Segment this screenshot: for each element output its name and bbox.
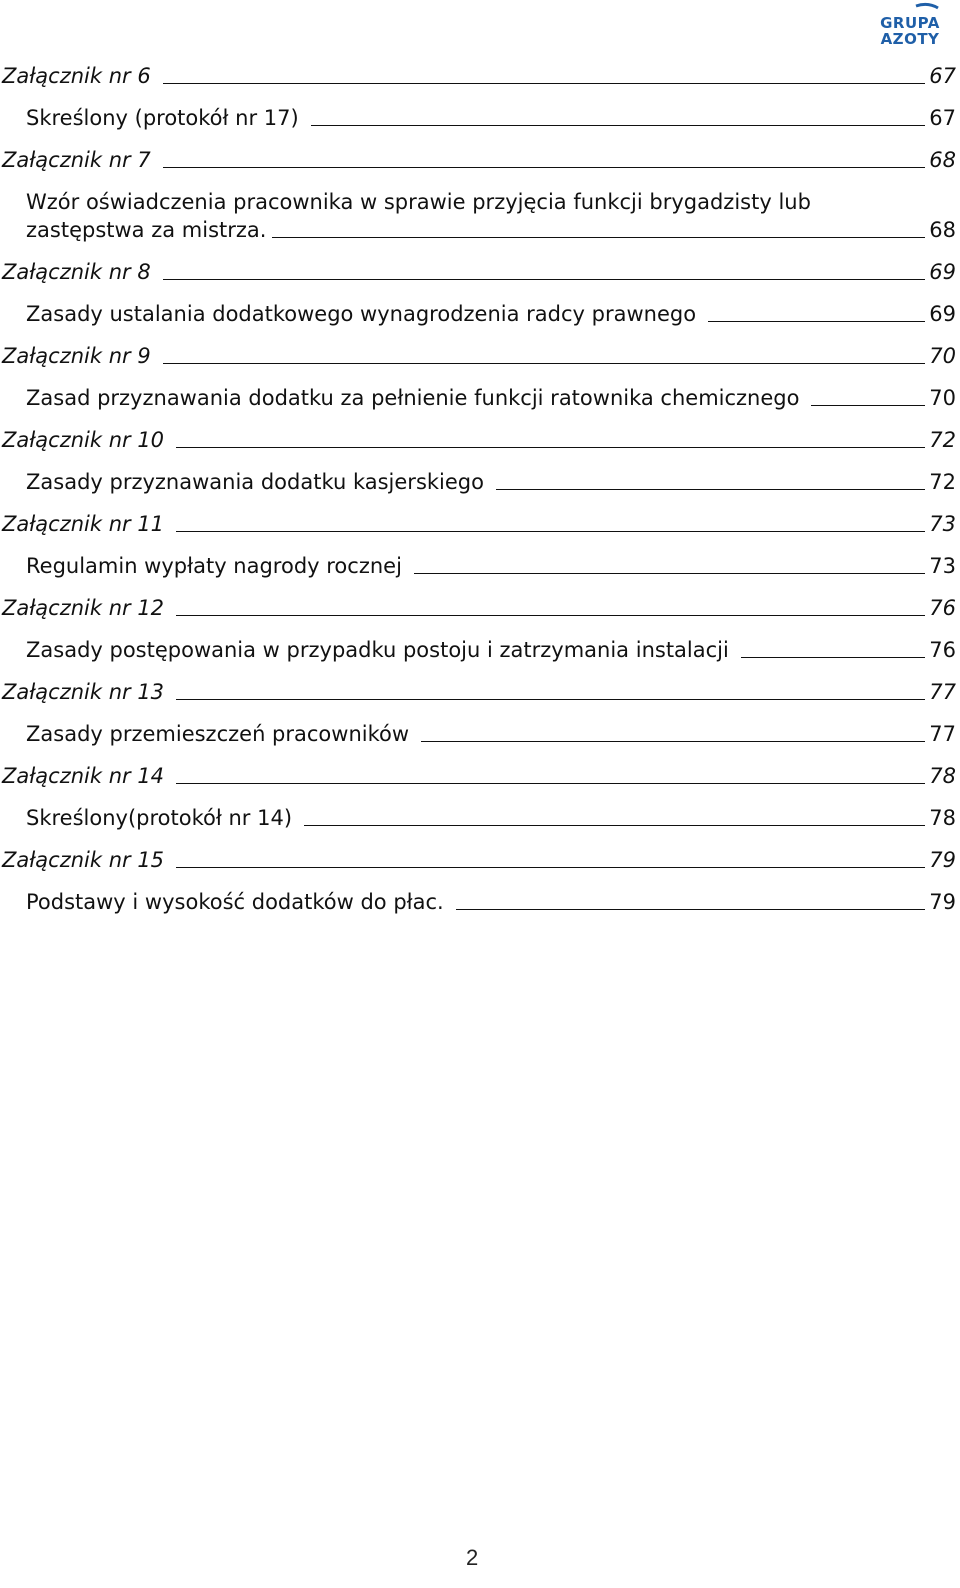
toc-entry-page: 77 [929,680,956,704]
toc-entry-radca-prawny[interactable] [0,300,956,328]
toc-entry-label: Załącznik nr 7 [2,148,151,172]
toc-entry-label: Załącznik nr 11 [2,512,165,536]
toc-entry-page: 68 [929,148,956,172]
toc-leader-line [272,237,925,238]
grupa-azoty-logo [876,2,944,48]
toc-entry-label: Zasad przyznawania dodatku za pełnienie funkcji ratownika chemicznego [26,386,800,410]
toc-leader-line [708,321,925,322]
toc-entry-label: Skreślony(protokół nr 14) [26,806,293,830]
toc-entry-page: 76 [929,596,956,620]
toc-entry-label-line1: Wzór oświadczenia pracownika w sprawie przyjęcia funkcji brygadzisty lub [26,190,811,214]
toc-entry-label: Załącznik nr 6 [2,64,151,88]
toc-entry-page: 72 [929,470,956,494]
toc-leader-line [304,825,925,826]
toc-entry-skreslony-14[interactable] [0,804,956,832]
toc-entry-page: 68 [929,218,956,242]
toc-entry-label: Zasady postępowania w przypadku postoju i zatrzymania instalacji [26,638,729,662]
toc-entry-zalacznik-8[interactable] [0,258,956,286]
toc-entry-label: Załącznik nr 15 [2,848,165,872]
logo-text-line2: AZOTY [880,30,940,48]
toc-leader-line [414,573,925,574]
toc-entry-label-line2: zastępstwa za mistrza. [26,218,267,242]
toc-leader-line [421,741,925,742]
toc-entry-page: 69 [929,302,956,326]
toc-entry-label: Regulamin wypłaty nagrody rocznej [26,554,402,578]
toc-entry-page: 78 [929,806,956,830]
toc-entry-label: Skreślony (protokół nr 17) [26,106,299,130]
toc-entry-dodatek-kasjerski[interactable] [0,468,956,496]
toc-entry-label: Załącznik nr 9 [2,344,151,368]
toc-leader-line [741,657,925,658]
toc-leader-line [163,279,926,280]
toc-entry-zalacznik-6[interactable] [0,62,956,90]
toc-entry-zalacznik-9[interactable] [0,342,956,370]
page-number: 2 [466,1545,479,1570]
toc-entry-page: 69 [929,260,956,284]
logo-text-line1: GRUPA [880,14,940,32]
toc-entry-zalacznik-13[interactable] [0,678,956,706]
toc-entry-label: Załącznik nr 14 [2,764,165,788]
toc-leader-line [176,615,925,616]
toc-entry-skreslony-17[interactable] [0,104,956,132]
toc-entry-page: 79 [929,848,956,872]
toc-entry-label: Załącznik nr 10 [2,428,165,452]
toc-leader-line [176,447,925,448]
toc-entry-wzor-oswiadczenia[interactable] [0,188,956,244]
toc-entry-page: 76 [929,638,956,662]
toc-entry-page: 70 [929,386,956,410]
table-of-contents [0,62,956,930]
toc-entry-zalacznik-15[interactable] [0,846,956,874]
toc-leader-line [811,405,925,406]
toc-leader-line [163,83,926,84]
toc-entry-page: 73 [929,512,956,536]
toc-entry-page: 79 [929,890,956,914]
toc-entry-zalacznik-14[interactable] [0,762,956,790]
toc-entry-label: Podstawy i wysokość dodatków do płac. [26,890,444,914]
toc-entry-przemieszczenia[interactable] [0,720,956,748]
toc-entry-label: Załącznik nr 13 [2,680,165,704]
toc-entry-label: Załącznik nr 12 [2,596,165,620]
toc-entry-zalacznik-10[interactable] [0,426,956,454]
toc-entry-ratownik-chemiczny[interactable] [0,384,956,412]
toc-entry-label: Zasady przyznawania dodatku kasjerskiego [26,470,484,494]
logo-graphic [876,2,944,48]
toc-entry-page: 70 [929,344,956,368]
toc-leader-line [163,167,926,168]
toc-entry-page: 77 [929,722,956,746]
toc-entry-zalacznik-11[interactable] [0,510,956,538]
toc-entry-dodatki-do-plac[interactable] [0,888,956,916]
toc-entry-nagroda-roczna[interactable] [0,552,956,580]
toc-entry-zalacznik-12[interactable] [0,594,956,622]
toc-entry-page: 72 [929,428,956,452]
toc-entry-page: 67 [929,64,956,88]
toc-leader-line [163,363,926,364]
toc-leader-line [456,909,926,910]
toc-entry-page: 78 [929,764,956,788]
toc-leader-line [176,783,925,784]
toc-entry-page: 73 [929,554,956,578]
toc-leader-line [311,125,926,126]
toc-leader-line [176,531,925,532]
toc-leader-line [496,489,925,490]
toc-entry-zalacznik-7[interactable] [0,146,956,174]
toc-entry-postoj-instalacji[interactable] [0,636,956,664]
toc-entry-label: Zasady przemieszczeń pracowników [26,722,410,746]
toc-entry-label: Zasady ustalania dodatkowego wynagrodzenia radcy prawnego [26,302,697,326]
toc-entry-page: 67 [929,106,956,130]
toc-entry-label: Załącznik nr 8 [2,260,151,284]
toc-leader-line [176,867,925,868]
toc-leader-line [176,699,925,700]
